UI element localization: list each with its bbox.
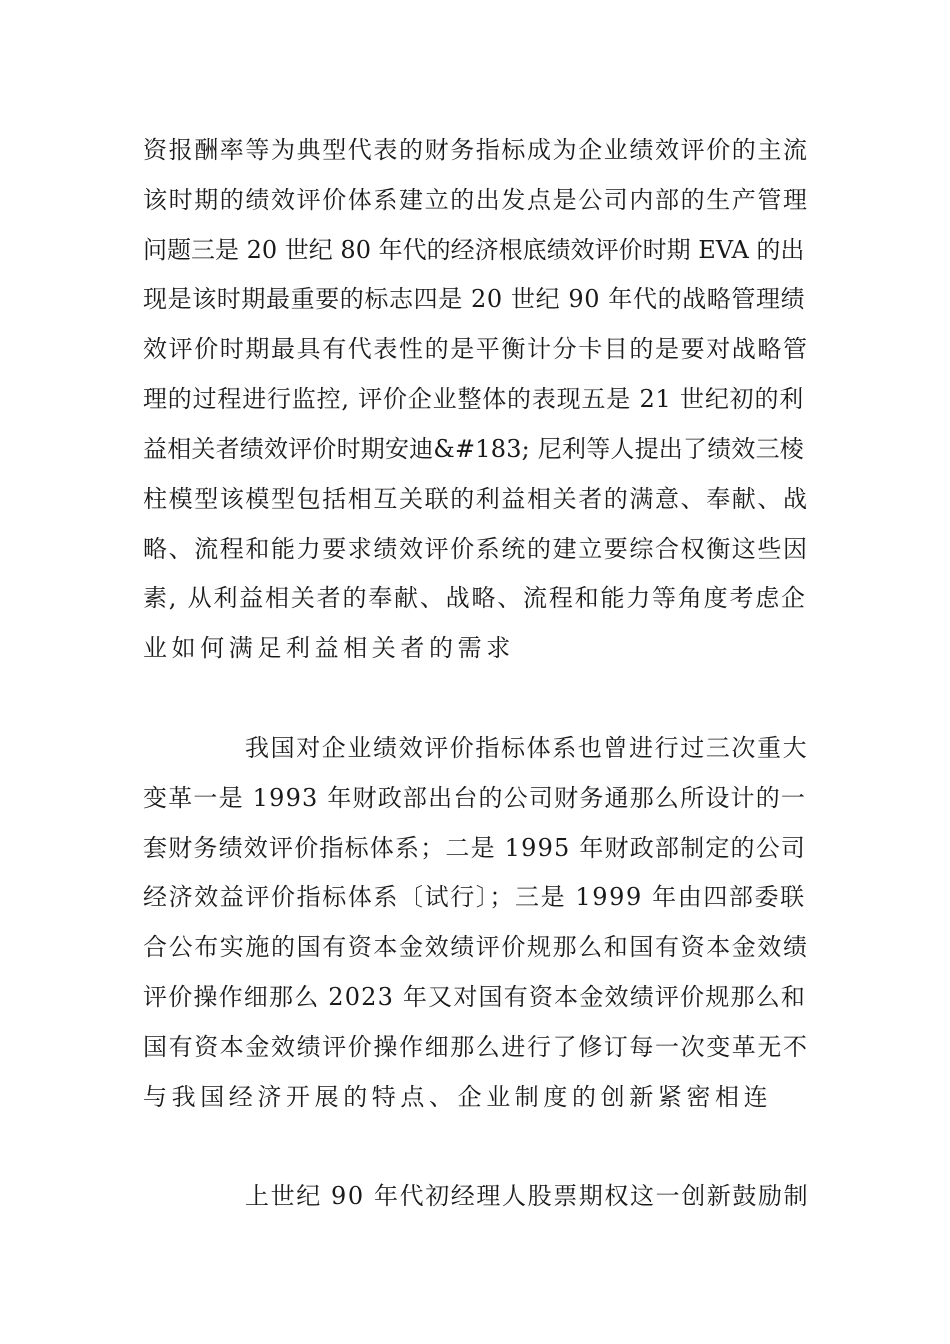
text-line: 经济效益评价指标体系〔试行〕；三是 1999 年由四部委联 xyxy=(143,883,806,911)
text-line: 理的过程进行监控, 评价企业整体的表现五是 21 世纪初的利 xyxy=(143,385,805,413)
text-line: 益相关者绩效评价时期安迪&#183; 尼利等人提出了绩效三棱 xyxy=(143,435,804,463)
text-line: 国有资本金效绩评价操作细那么进行了修订每一次变革无不 xyxy=(143,1033,809,1061)
text-line: 略、流程和能力要求绩效评价系统的建立要综合权衡这些因 xyxy=(143,535,809,563)
text-line: 效评价时期最具有代表性的是平衡计分卡目的是要对战略管 xyxy=(143,335,809,363)
text-line: 变革一是 1993 年财政部出台的公司财务通那么所设计的一 xyxy=(143,784,807,812)
text-line: 资报酬率等为典型代表的财务指标成为企业绩效评价的主流 xyxy=(143,136,809,164)
text-line: 上世纪 90 年代初经理人股票期权这一创新鼓励制 xyxy=(245,1182,810,1210)
text-line: 评价操作细那么 2023 年又对国有资本金效绩评价规那么和 xyxy=(143,983,807,1011)
text-line: 业如何满足利益相关者的需求 xyxy=(143,634,515,662)
text-line: 该时期的绩效评价体系建立的出发点是公司内部的生产管理 xyxy=(143,186,809,214)
text-line: 问题三是 20 世纪 80 年代的经济根底绩效评价时期 EVA 的出 xyxy=(143,236,805,264)
text-line: 我国对企业绩效评价指标体系也曾进行过三次重大 xyxy=(245,734,809,762)
text-line: 柱模型该模型包括相互关联的利益相关者的满意、奉献、战 xyxy=(143,485,809,513)
text-line: 合公布实施的国有资本金效绩评价规那么和国有资本金效绩 xyxy=(143,933,809,961)
text-line: 素, 从利益相关者的奉献、战略、流程和能力等角度考虑企 xyxy=(143,584,807,612)
text-line: 现是该时期最重要的标志四是 20 世纪 90 年代的战略管理绩 xyxy=(143,285,806,313)
text-line: 套财务绩效评价指标体系；二是 1995 年财政部制定的公司 xyxy=(143,834,807,862)
text-line: 与我国经济开展的特点、企业制度的创新紧密相连 xyxy=(143,1083,773,1111)
